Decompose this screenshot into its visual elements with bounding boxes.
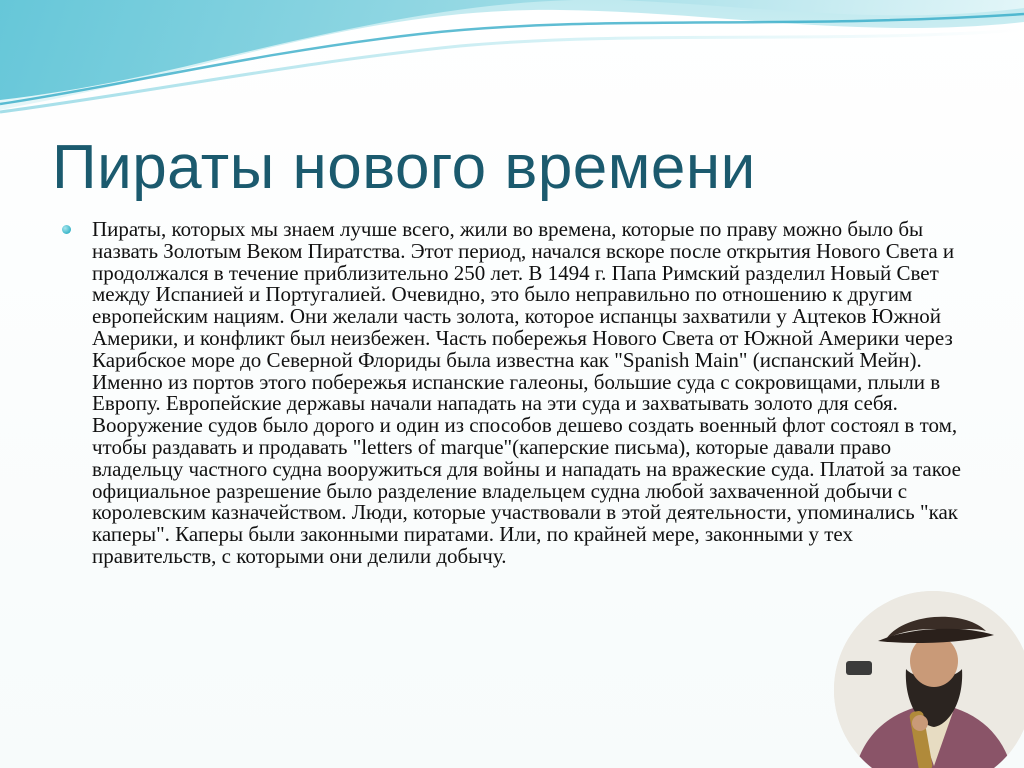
wave-decoration [0,0,1024,130]
bullet-dot-icon [62,225,71,234]
page-title: Пираты нового времени [52,133,756,202]
pirate-hand [912,715,928,731]
pirate-cannon [846,661,872,675]
bullet-text: Пираты, которых мы знаем лучше всего, жили во времена, которые по праву можно было бы назвать Золотым Веком Пиратства. Этот период, начался вскоре после открытия Нового Света и продолжался в течение приблизительно 250 лет. В 1494 г. Папа Римский разделил Новый Свет между Испанией и Португалией. Очевидно, это было неправильно по отношению к другим европейским нациям. Они желали часть золота, которое испанцы захватили у Ацтеков Южной Америки, и конфликт был неизбежен. Часть побережья Нового Света от Южной Америки через Карибское море до Северной Флориды была известна как "Spanish Main" (испанский Мейн). Именно из портов этого побережья испанские галеоны, большие суда с сокровищами, плыли в Европу. Европейские державы начали нападать на эти суда и захватывать золото для себя. Вооружение судов было дорого и один из способов дешево создать военный флот состоял в том, чтобы раздавать и продавать "letters of marque"(каперские письма), которые давали право владельцу частного судна вооружиться для войны и нападать на вражеские суда. Платой за такое официальное разрешение было разделение владельцем судна любой захваченной добычи с королевским казначейством. Люди, которые участвовали в этой деятельности, упоминались "как каперы". Каперы были законными пиратами. Или, по крайней мере, законными у тех правительств, с которыми они делили добычу. [92,217,961,568]
pirate-illustration [834,591,1024,768]
pirate-figure [834,591,1024,768]
